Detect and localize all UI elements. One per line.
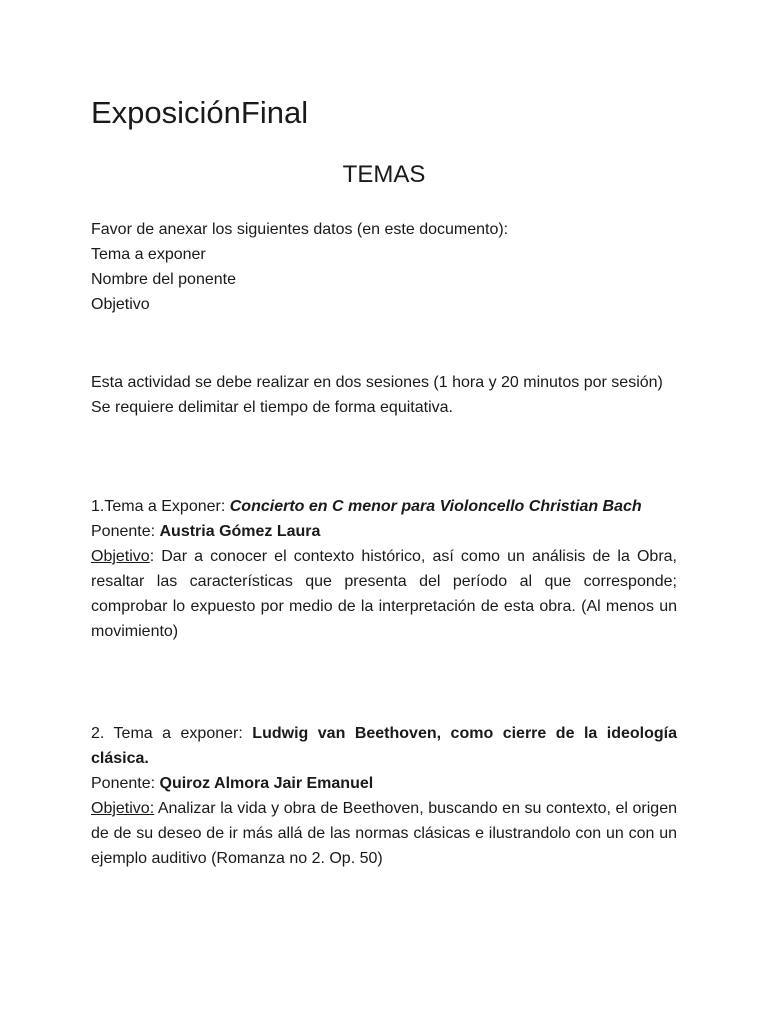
instructions-item: Nombre del ponente [91, 271, 236, 288]
topic-ponente-label: Ponente: [91, 775, 160, 792]
topic-objetivo-label: Objetivo [91, 548, 150, 565]
topic-ponente-name: Quiroz Almora Jair Emanuel [159, 775, 374, 792]
instructions-item: Tema a exponer [91, 246, 206, 263]
topic-1 [91, 494, 677, 644]
topic-tema-line [91, 494, 677, 519]
topic-objetivo-text: : Dar a conocer el contexto histórico, así como un análisis de la Obra, resaltar las características que presenta del período al que corresponde; comprobar lo expuesto por medio de la interpretación de esta obra. (Al menos un movimiento) [91, 548, 677, 640]
document-title: ExposiciónFinal [91, 95, 309, 130]
topic-ponente-line [91, 519, 677, 544]
topic-objetivo-text: Analizar la vida y obra de Beethoven, buscando en su contexto, el origen de de su deseo de ir más allá de las normas clásicas e ilustrandolo con un con un ejemplo auditivo (Romanza no 2. Op. 50) [91, 800, 677, 867]
activity-line: Esta actividad se debe realizar en dos sesiones (1 hora y 20 minutos por sesión) [91, 374, 663, 391]
activity-block [91, 370, 677, 420]
topic-ponente-name: Austria Gómez Laura [159, 523, 321, 540]
section-heading: TEMAS [342, 161, 426, 188]
topic-objetivo-line [91, 544, 677, 644]
activity-line: Se requiere delimitar el tiempo de forma equitativa. [91, 399, 453, 416]
instructions-intro: Favor de anexar los siguientes datos (en este documento): [91, 221, 509, 238]
instructions-item: Objetivo [91, 296, 150, 313]
topic-tema-label: 2. Tema a exponer: [91, 725, 253, 742]
topic-tema-title: Concierto en C menor para Violoncello Christian Bach [229, 498, 642, 515]
topic-tema-label: 1.Tema a Exponer: [91, 498, 230, 515]
topic-tema-line [91, 721, 677, 771]
topic-ponente-label: Ponente: [91, 523, 160, 540]
instructions-block [91, 217, 677, 317]
topic-objetivo-line [91, 796, 677, 871]
topic-ponente-line [91, 771, 677, 796]
topic-2 [91, 721, 677, 871]
topic-tema-title: Ludwig van Beethoven, como cierre de la ideología clásica. [91, 725, 678, 767]
topic-objetivo-label: Objetivo: [91, 800, 155, 817]
